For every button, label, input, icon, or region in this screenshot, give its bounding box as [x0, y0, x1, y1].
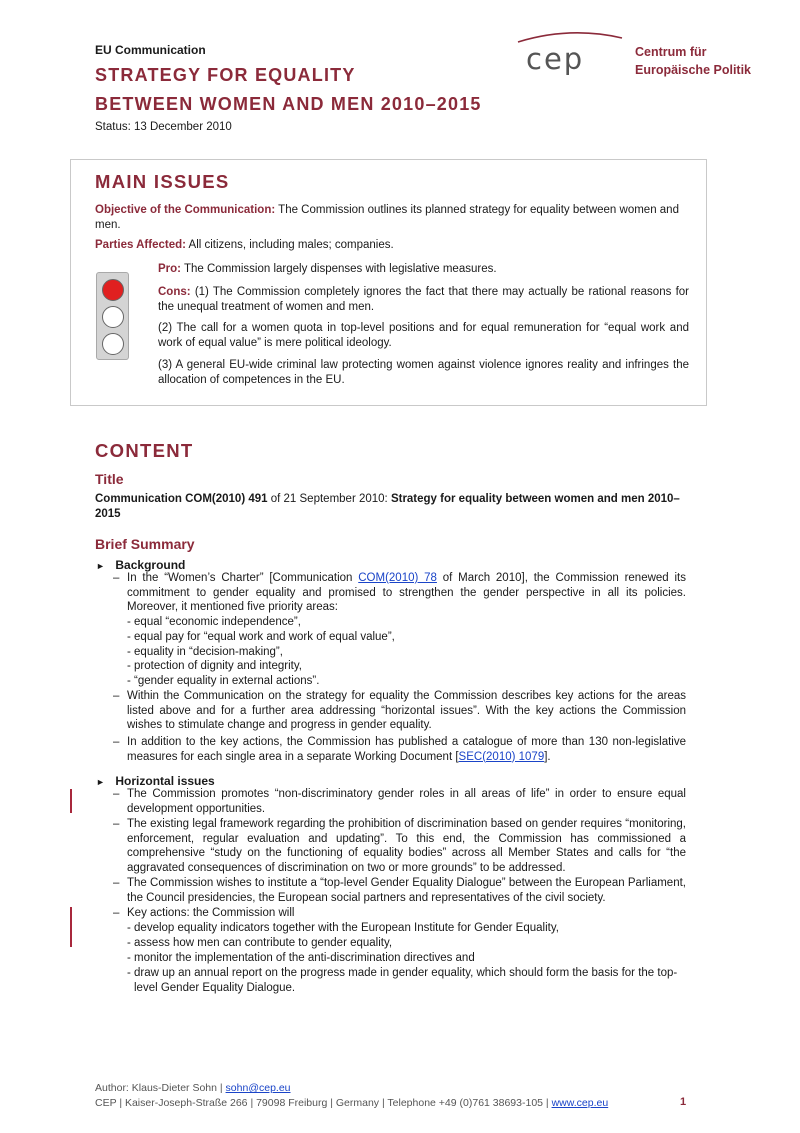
background-item-1-text-cont: of March 2010], the Commission renewed its commitment to gender equality and promised to strengthen the gender perspective in all its policies. Moreover, it mentioned five priority areas:	[127, 572, 686, 614]
traffic-light-green-lamp	[102, 333, 124, 355]
sec-2010-1079-link[interactable]: SEC(2010) 1079	[458, 750, 545, 763]
horizontal-item-1	[113, 787, 686, 816]
footer-author	[95, 1082, 291, 1094]
title-subheading: Title	[95, 471, 124, 487]
background-item-3-text: In addition to the key actions, the Commission has published a catalogue of more than 130 non-legislative measures for each single area in a separate Working Document [	[127, 736, 686, 763]
dash-icon: –	[113, 877, 120, 889]
key-action-3: - monitor the implementation of the anti-discrimination directives and	[127, 952, 475, 964]
priority-area-5: - “gender equality in external actions”.	[127, 675, 320, 687]
cons-paragraph-2: (2) The call for a women quota in top-level positions and for equal remuneration for “equal work and work of equal value” is mere political ideology.	[158, 322, 689, 349]
website-link[interactable]: www.cep.eu	[551, 1097, 609, 1109]
com-date: of 21 September 2010:	[267, 493, 391, 505]
priority-area-4: - protection of dignity and integrity,	[127, 660, 302, 672]
org-name-line-2: Europäische Politik	[635, 63, 752, 77]
horizontal-item-4-text: Key actions: the Commission will	[127, 907, 295, 919]
cons-paragraph-3: (3) A general EU-wide criminal law protecting women against violence ignores reality and infringes the allocation of competences in the EU.	[158, 359, 689, 386]
document-title-line-2: BETWEEN WOMEN AND MEN 2010–2015	[95, 94, 482, 114]
traffic-light-icon	[96, 272, 129, 360]
dash-icon: –	[113, 818, 120, 830]
dash-icon: –	[113, 907, 120, 919]
objective-label: Objective of the Communication:	[95, 204, 276, 216]
com-title: Strategy for equality between women and men 2010–2015	[95, 493, 680, 520]
dash-icon: –	[113, 572, 120, 584]
content-heading: CONTENT	[95, 440, 194, 461]
parties-paragraph	[95, 238, 689, 253]
footer-address	[95, 1097, 608, 1109]
cep-logo: cep	[526, 42, 585, 76]
brief-summary-subheading: Brief Summary	[95, 536, 195, 552]
parties-label: Parties Affected:	[95, 239, 186, 251]
background-heading: Background	[115, 558, 186, 572]
objective-text: The Commission outlines its planned strategy for equality between women and men.	[95, 204, 679, 231]
com-reference: Communication COM(2010) 491	[95, 493, 268, 505]
document-title-line-1: STRATEGY FOR EQUALITY	[95, 65, 356, 85]
change-marker-bar	[70, 789, 72, 813]
cons-label: Cons:	[158, 286, 191, 298]
priority-area-1: - equal “economic independence”,	[127, 616, 301, 628]
key-action-2: - assess how men can contribute to gender equality,	[127, 937, 393, 949]
footer-author-text: Author: Klaus-Dieter Sohn |	[95, 1082, 226, 1094]
bullet-arrow-icon: ►	[96, 561, 105, 571]
background-item-2	[113, 689, 686, 733]
traffic-light-amber-lamp	[102, 306, 124, 328]
priority-area-2: - equal pay for “equal work and work of equal value”,	[127, 631, 395, 643]
background-item-1	[113, 571, 686, 615]
pro-text: The Commission largely dispenses with legislative measures.	[181, 263, 497, 275]
background-item-3-text-cont: ].	[544, 750, 551, 763]
bullet-arrow-icon: ►	[96, 777, 105, 787]
pro-label: Pro:	[158, 263, 181, 275]
parties-text: All citizens, including males; companies.	[185, 239, 394, 251]
document-type: EU Communication	[95, 43, 206, 57]
key-action-4: - draw up an annual report on the progress made in gender equality, which should form the basis for the top-level Gender Equality Dialogue.	[127, 967, 678, 994]
com-2010-78-link[interactable]: COM(2010) 78	[358, 572, 437, 584]
background-item-1-text: In the “Women’s Charter” [Communication	[127, 572, 359, 584]
communication-reference	[95, 492, 689, 521]
cons-text-1: (1) The Commission completely ignores the fact that there may actually be rational reasons for the unequal treatment of women and men.	[158, 286, 689, 313]
priority-area-3: - equality in “decision-making”,	[127, 646, 283, 658]
footer-address-text: CEP | Kaiser-Joseph-Straße 266 | 79098 Freiburg | Germany | Telephone +49 (0)761 38693-105 |	[95, 1097, 552, 1109]
horizontal-item-3	[113, 876, 686, 905]
dash-icon: –	[113, 690, 120, 702]
horizontal-item-1-text: The Commission promotes “non-discriminatory gender roles in all areas of life” in order to ensure equal development opportunities.	[127, 788, 686, 815]
change-marker-bar	[70, 907, 72, 947]
page-number: 1	[680, 1096, 687, 1108]
traffic-light-red-lamp	[102, 279, 124, 301]
horizontal-item-2-text: The existing legal framework regarding the prohibition of discrimination based on gender requires “monitoring, enforcement, regular evaluation and updating”. To this end, the Commission has commissioned a comprehensive “study on the functioning of equality bodies” across all Member States and calls for “the aggravated consequences of discrimination on two or more grounds” to be addressed.	[127, 818, 686, 874]
horizontal-item-4	[113, 906, 686, 921]
cons-paragraph-1	[158, 285, 689, 314]
background-item-2-text: Within the Communication on the strategy for equality the Commission describes key actions for the areas listed above and for a further area addressing “horizontal issues”. With the key actions the Commission wishes to stimulate change and progress in gender equality.	[127, 690, 686, 732]
dash-icon: –	[113, 736, 120, 748]
org-name-line-1: Centrum für	[635, 45, 707, 59]
dash-icon: –	[113, 788, 120, 800]
horizontal-item-2	[113, 817, 686, 875]
horizontal-issues-heading: Horizontal issues	[115, 774, 215, 788]
main-issues-heading: MAIN ISSUES	[95, 171, 230, 192]
background-item-3	[113, 735, 686, 764]
key-action-1: - develop equality indicators together with the European Institute for Gender Equality,	[127, 922, 559, 934]
horizontal-item-3-text: The Commission wishes to institute a “top-level Gender Equality Dialogue” between the European Parliament, the Council presidencies, the European social partners and representatives of the civil society.	[127, 877, 686, 904]
objective-paragraph	[95, 203, 689, 232]
document-status: Status: 13 December 2010	[95, 121, 232, 133]
author-email-link[interactable]: sohn@cep.eu	[225, 1082, 291, 1094]
pro-paragraph	[158, 262, 689, 277]
